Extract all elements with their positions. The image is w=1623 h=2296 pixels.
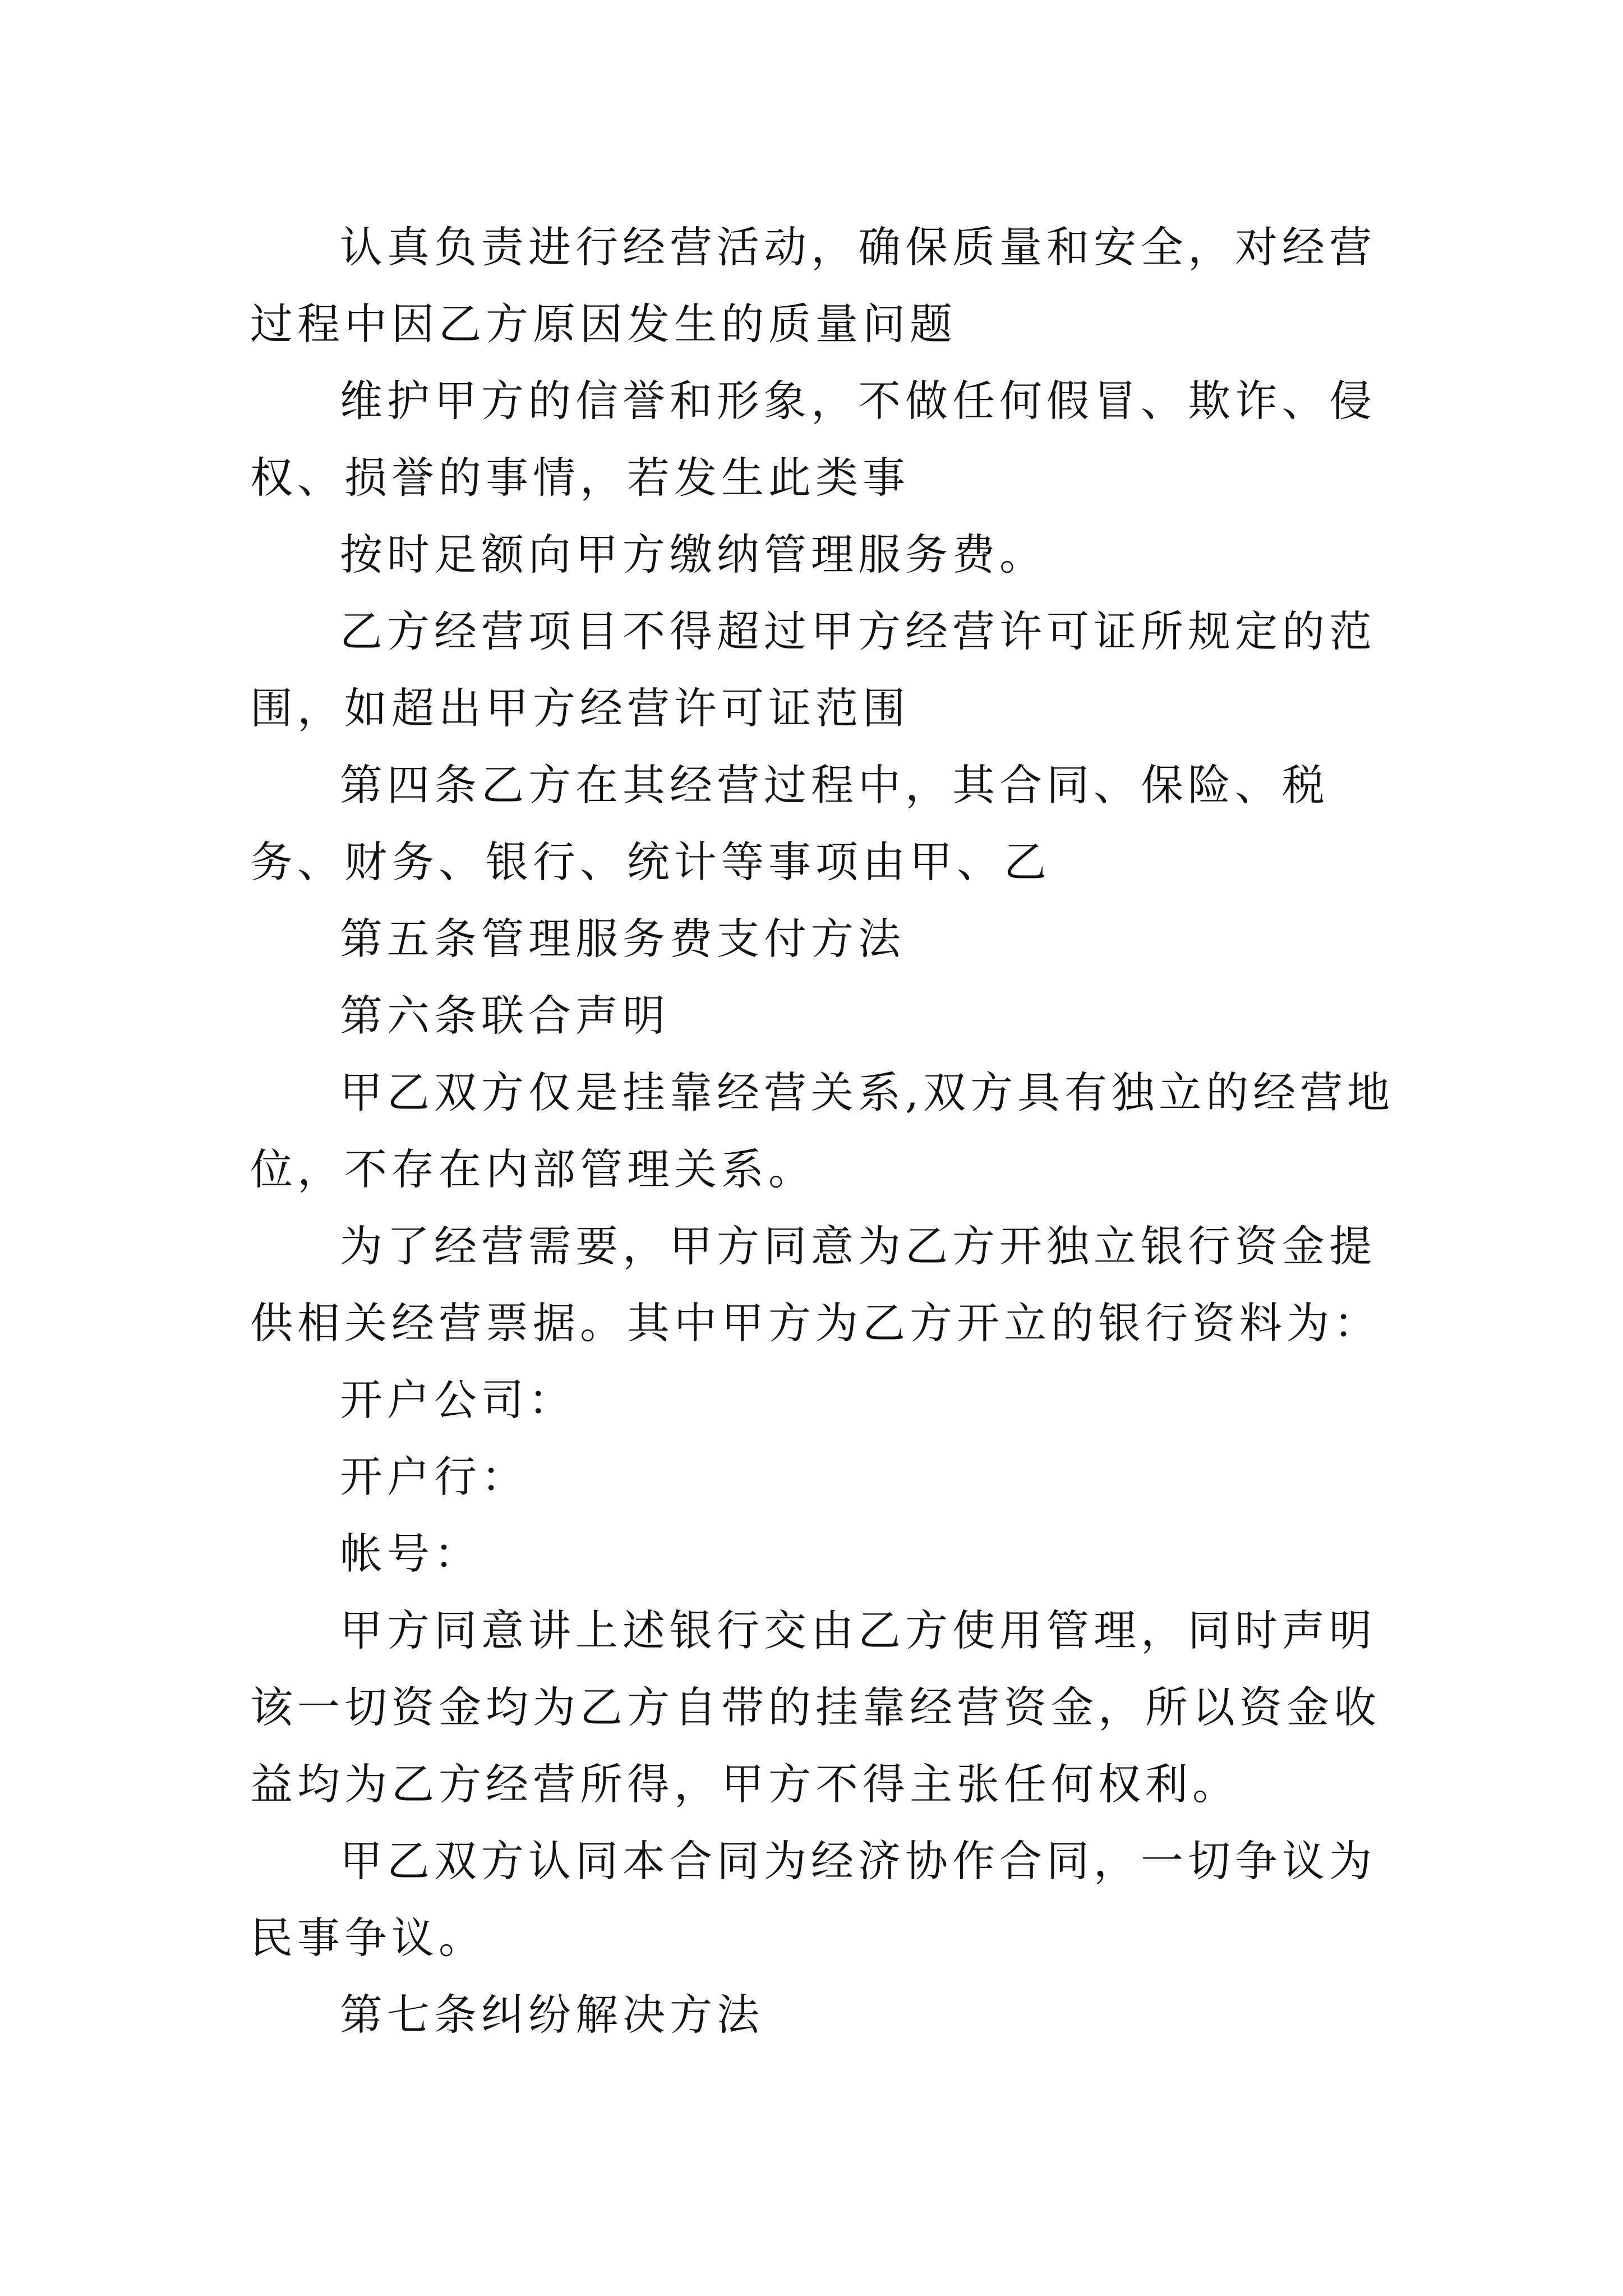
- paragraph: 第四条乙方在其经营过程中，其合同、保险、税务、财务、银行、统计等事项由甲、乙: [250, 760, 1329, 887]
- section-heading: 第五条管理服务费支付方法: [340, 914, 905, 964]
- document-body: [250, 209, 1400, 2053]
- paragraph: 为了经营需要，甲方同意为乙方开独立银行资金提供相关经营票据。其中甲方为乙方开立的银行资料为：: [250, 1221, 1381, 1348]
- account-bank-field: 开户行：: [340, 1452, 528, 1502]
- paragraph: 甲乙双方仅是挂靠经营关系,双方具有独立的经营地位，不存在内部管理关系。: [250, 1068, 1395, 1194]
- section-heading: 第七条纠纷解决方法: [340, 1990, 764, 2040]
- account-company-field: 开户公司：: [340, 1375, 575, 1425]
- paragraph: 按时足额向甲方缴纳管理服务费。: [340, 530, 1046, 579]
- section-heading: 第六条联合声明: [340, 991, 670, 1041]
- paragraph: 认真负责进行经营活动，确保质量和安全，对经营过程中因乙方原因发生的质量问题: [250, 222, 1376, 349]
- account-number-field: 帐号：: [340, 1529, 481, 1579]
- paragraph: 甲方同意讲上述银行交由乙方使用管理，同时声明该一切资金均为乙方自带的挂靠经营资金，所以资金收益均为乙方经营所得，甲方不得主张任何权利。: [250, 1605, 1381, 1809]
- paragraph: 维护甲方的信誉和形象，不做任何假冒、欺诈、侵权、损誉的事情，若发生此类事: [250, 376, 1376, 503]
- paragraph: 甲乙双方认同本合同为经济协作合同，一切争议为民事争议。: [250, 1836, 1376, 1963]
- paragraph: 乙方经营项目不得超过甲方经营许可证所规定的范围，如超出甲方经营许可证范围: [250, 606, 1376, 733]
